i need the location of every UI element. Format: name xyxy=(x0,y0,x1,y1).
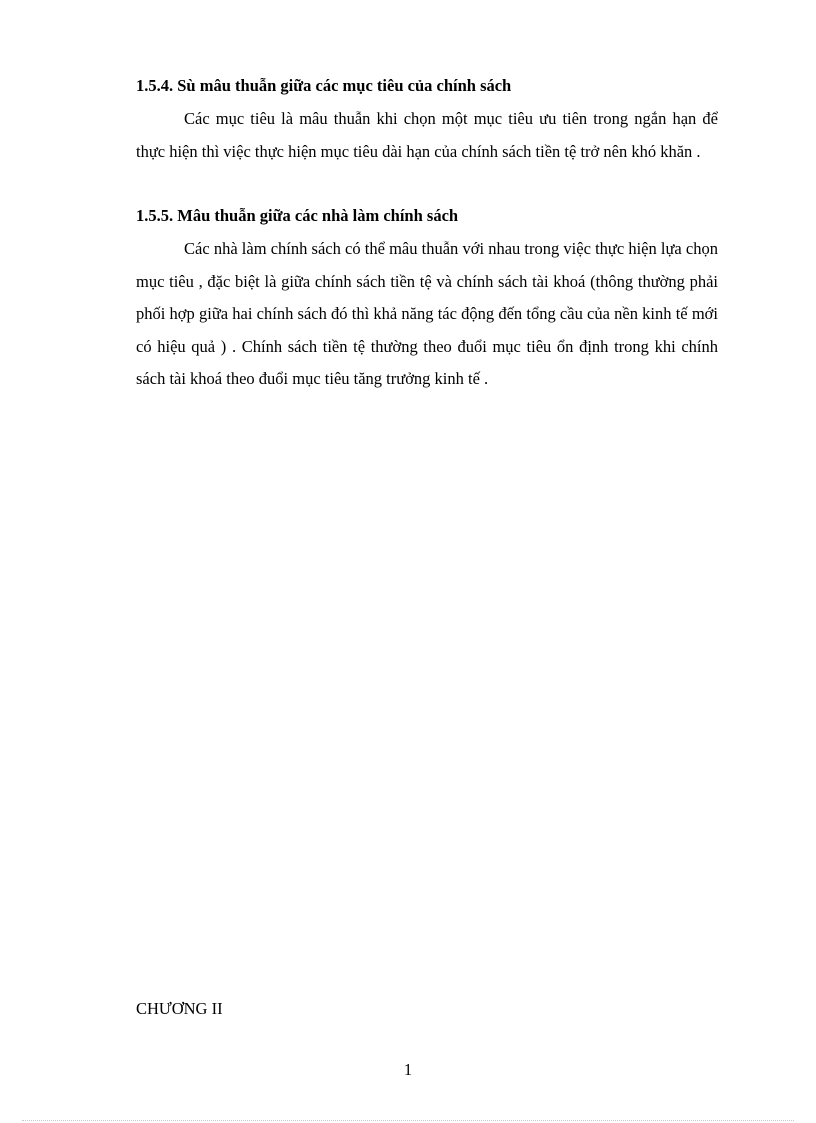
page-number: 1 xyxy=(403,1060,413,1079)
section-heading-1-5-5: 1.5.5. Mâu thuẫn giữa các nhà làm chính sách xyxy=(136,206,459,225)
section-heading-1-5-4: 1.5.4. Sù mâu thuẫn giữa các mục tiêu của chính sách xyxy=(136,76,512,95)
section-paragraph-1-5-5: Các nhà làm chính sách có thể mâu thuẫn với nhau trong việc thực hiện lựa chọn mục tiêu , đặc biệt là giữa chính sách tiền tệ và chính sách tài khoá (thông thường phải phối hợp giữa hai chính sách đó thì khả năng tác động đến tổng cầu của nền kinh tế mới có hiệu quả ) . Chính sách tiền tệ thường theo đuổi mục tiêu ổn định trong khi chính sách tài khoá theo đuổi mục tiêu tăng trưởng kinh tế . xyxy=(136,239,718,388)
section-paragraph-1-5-4: Các mục tiêu là mâu thuẫn khi chọn một mục tiêu ưu tiên trong ngắn hạn để thực hiện thì việc thực hiện mục tiêu dài hạn của chính sách tiền tệ trở nên khó khăn . xyxy=(136,109,718,161)
chapter-heading: CHƯƠNG II xyxy=(136,999,223,1018)
page-bottom-divider xyxy=(22,1120,794,1121)
